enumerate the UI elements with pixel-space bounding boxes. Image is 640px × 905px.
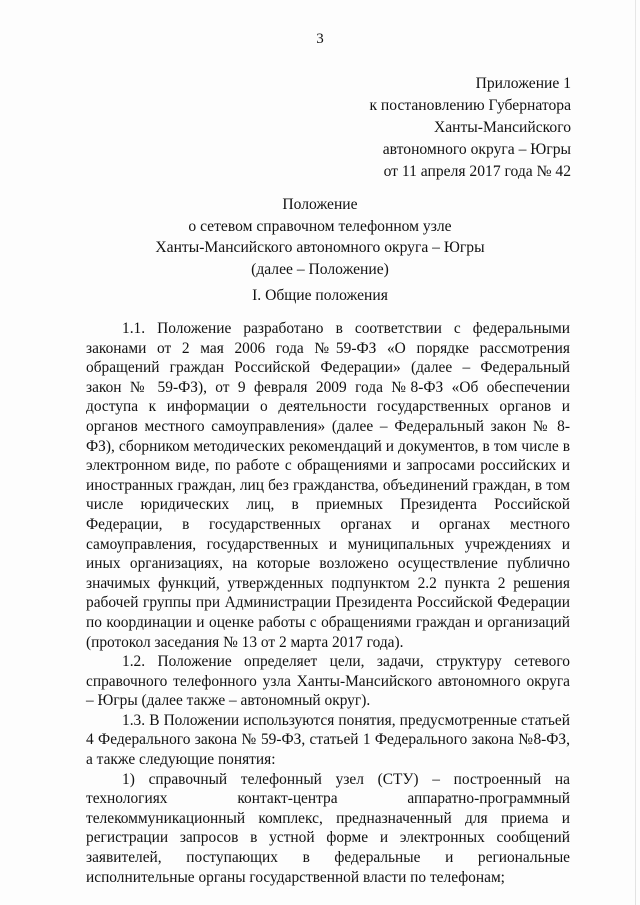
paragraph: 1.3. В Положении используются понятия, предусмотренные статьей 4 Федерального закона № 59-ФЗ, статьей 1 Федерального закона №8-ФЗ, а также следующие понятия: — [86, 711, 570, 769]
page-number: 3 — [316, 31, 324, 47]
paragraph: 1.2. Положение определяет цели, задачи, структуру сетевого справочного телефонного узла Ханты-Мансийского автономного округа – Югры (далее также – автономный округ). — [86, 653, 570, 710]
title-line: Ханты-Мансийского автономного округа – Югры — [155, 239, 485, 256]
appendix-block — [369, 73, 571, 183]
title-line: (далее – Положение) — [251, 260, 389, 278]
document-body — [86, 319, 570, 887]
title-line: Положение — [282, 196, 358, 213]
title-line: о сетевом справочном телефонном узле — [188, 217, 452, 235]
section-heading: I. Общие положения — [252, 287, 388, 304]
appendix-line: к постановлению Губернатора — [369, 97, 571, 114]
appendix-line: Ханты-Мансийского — [433, 119, 571, 136]
paragraph: 1) справочный телефонный узел (СТУ) – построенный на технологиях контакт-центра аппаратно-программный телекоммуникационный комплекс, предназначенный для приема и регистрации запросов в устной форме и электронных сообщений заявителей, поступающих в федеральные и региональные исполнительные органы государственной власти по телефонам; — [86, 770, 570, 886]
appendix-line: Приложение 1 — [475, 75, 571, 92]
scan-edge-shadow — [635, 0, 636, 905]
appendix-line: автономного округа – Югры — [382, 141, 571, 158]
appendix-line: от 11 апреля 2017 года № 42 — [383, 163, 571, 180]
document-title — [0, 194, 640, 280]
paragraph: 1.1. Положение разработано в соответствии с федеральными законами от 2 мая 2006 года №59-ФЗ «О порядке рассмотрения обращений граждан Российской Федерации» (далее – Федеральный закон № 59-ФЗ), от 9 февраля 2009 года №8-ФЗ «Об обеспечении доступа к информации о деятельности государственных органов и органов местного самоуправления» (далее – Федеральный закон № 8-ФЗ), сборником методических рекомендаций и документов, в том числе в электронном виде, по работе с обращениями и запросами российских и иностранных граждан, лиц без гражданства, объединений граждан, в том числе юридических лиц, в приемных Президента Российской Федерации, в государственных органах и органах местного самоуправления, государственных и муниципальных учреждениях и иных организациях, на которые возложено осуществление публично значимых функций, утвержденных подпунктом 2.2 пункта 2 решения рабочей группы при Администрации Президента Российской Федерации по координации и оценке работы с обращениями граждан и организаций (протокол заседания № 13 от 2 марта 2017 года). — [86, 320, 570, 651]
